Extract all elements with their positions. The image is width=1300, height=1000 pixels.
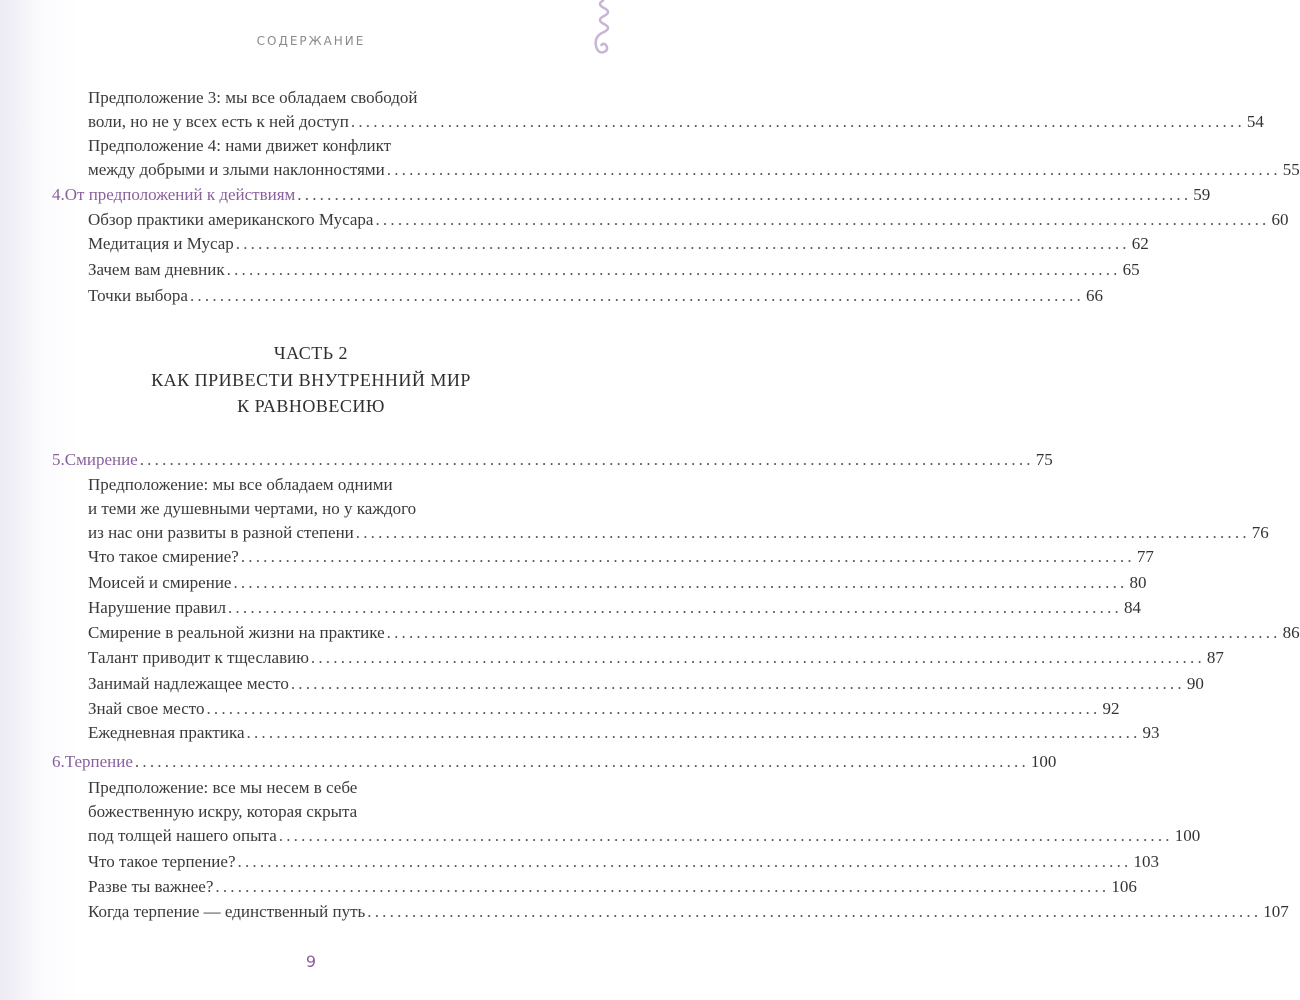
dot-leader: ........................................................................................................................ — [206, 699, 1101, 718]
toc-entry — [88, 232, 1149, 256]
toc-line — [88, 875, 1137, 899]
entry-title: воли, но не у всех есть к ней доступ — [88, 112, 349, 131]
toc-entry — [88, 258, 1140, 282]
page-ref: 59 — [1193, 185, 1211, 204]
page-ref: 76 — [1251, 523, 1269, 542]
page-ref: 107 — [1263, 902, 1289, 921]
entry-title: Предположение: все мы несем в себе — [88, 778, 358, 797]
part-title-line: КАК ПРИВЕСТИ ВНУТРЕННИЙ МИР — [151, 369, 471, 390]
toc-entry — [88, 86, 1264, 134]
dot-leader: ........................................................................................................................ — [233, 573, 1128, 592]
toc-line — [88, 258, 1140, 282]
entry-title: Терпение — [64, 752, 133, 771]
page-ref: 60 — [1271, 210, 1289, 229]
toc-line — [88, 497, 570, 521]
toc-line — [88, 900, 1289, 924]
page-number: 9 — [305, 952, 317, 971]
toc-chapter — [52, 448, 1053, 472]
dot-leader: ........................................................................................................................ — [278, 826, 1173, 845]
entry-title: Предположение: мы все обладаем одними — [88, 475, 393, 494]
dot-leader: ........................................................................................................................ — [189, 286, 1084, 305]
toc-line — [88, 672, 1204, 696]
toc-line — [88, 824, 1201, 848]
toc-line — [88, 473, 570, 497]
dot-leader: ........................................................................................................................ — [367, 902, 1262, 921]
page-ref: 87 — [1206, 648, 1224, 667]
page-ref: 92 — [1102, 699, 1120, 718]
toc-line — [88, 721, 1160, 745]
entry-title: Что такое терпение? — [88, 852, 236, 871]
page-ref: 62 — [1131, 234, 1149, 253]
toc-line — [88, 232, 1149, 256]
page-ref: 55 — [1282, 160, 1300, 179]
dot-leader: ........................................................................................................................ — [215, 877, 1110, 896]
toc-entry — [88, 621, 1300, 645]
dot-leader: ........................................................................................................................ — [375, 210, 1270, 229]
dot-leader: ........................................................................................................................ — [139, 450, 1034, 469]
entry-title: Медитация и Мусар — [88, 234, 234, 253]
entry-title: Ежедневная практика — [88, 723, 245, 742]
page-ref: 86 — [1282, 623, 1300, 642]
toc-line — [52, 183, 1211, 207]
part-title-line: К РАВНОВЕСИЮ — [237, 396, 385, 416]
dot-leader: ........................................................................................................................ — [240, 547, 1135, 566]
toc-line — [88, 545, 1154, 569]
entry-title: Знай свое место — [88, 699, 205, 718]
entry-title: От предположений к действиям — [64, 185, 296, 204]
page-ref: 84 — [1123, 598, 1141, 617]
entry-title: Точки выбора — [88, 286, 188, 305]
page-ref: 77 — [1136, 547, 1154, 566]
running-head: СОДЕРЖАНИЕ — [256, 34, 366, 48]
dot-leader: ........................................................................................................................ — [134, 752, 1029, 771]
toc-entry — [88, 776, 1201, 848]
entry-title: Моисей и смирение — [88, 573, 232, 592]
page-ref: 54 — [1246, 112, 1264, 131]
entry-title: между добрыми и злыми наклонностями — [88, 160, 385, 179]
toc-entry — [88, 646, 1224, 670]
dot-leader: ........................................................................................................................ — [310, 648, 1205, 667]
entry-title: Смирение — [64, 450, 138, 469]
entry-title: и теми же душевными чертами, но у каждого — [88, 499, 417, 518]
toc-line — [88, 521, 1269, 545]
toc-line — [52, 448, 1053, 472]
entry-title: Зачем вам дневник — [88, 260, 225, 279]
entry-title: из нас они развиты в разной степени — [88, 523, 354, 542]
entry-title: под толщей нашего опыта — [88, 826, 277, 845]
dot-leader: ........................................................................................................................ — [297, 185, 1192, 204]
toc-line — [88, 86, 570, 110]
toc-line — [88, 776, 570, 800]
toc-line — [88, 208, 1289, 232]
dot-leader: ........................................................................................................................ — [355, 523, 1250, 542]
page-ref: 100 — [1030, 752, 1057, 771]
toc-entry — [88, 284, 1103, 308]
toc-entry — [88, 545, 1154, 569]
entry-title: Предположение 4: нами движет конфликт — [88, 136, 392, 155]
dot-leader: ........................................................................................................................ — [226, 260, 1121, 279]
toc-line — [88, 850, 1159, 874]
ornament-icon — [590, 0, 616, 60]
toc-line — [88, 596, 1141, 620]
page-ref: 66 — [1085, 286, 1103, 305]
entry-title: Когда терпение — единственный путь — [88, 902, 366, 921]
toc-line — [88, 800, 570, 824]
toc-entry — [88, 721, 1160, 745]
part-heading — [0, 340, 622, 420]
dot-leader: ........................................................................................................................ — [237, 852, 1132, 871]
page-ref: 93 — [1142, 723, 1160, 742]
toc-line — [88, 158, 1300, 182]
toc-entry — [88, 134, 1300, 182]
toc-line — [88, 110, 1264, 134]
toc-line — [88, 621, 1300, 645]
dot-leader: ........................................................................................................................ — [246, 723, 1141, 742]
dot-leader: ........................................................................................................................ — [350, 112, 1245, 131]
chapter-number: 5. — [52, 450, 65, 469]
entry-title: божественную искру, которая скрыта — [88, 802, 358, 821]
toc-chapter — [52, 750, 1057, 774]
toc-chapter — [52, 183, 1211, 207]
toc-line — [88, 134, 570, 158]
entry-title: Обзор практики американского Мусара — [88, 210, 374, 229]
toc-entry — [88, 596, 1141, 620]
entry-title: Занимай надлежащее место — [88, 674, 289, 693]
entry-title: Смирение в реальной жизни на практике — [88, 623, 385, 642]
toc-entry — [88, 900, 1289, 924]
page-ref: 75 — [1035, 450, 1053, 469]
toc-entry — [88, 697, 1120, 721]
toc-line — [88, 571, 1147, 595]
toc-line — [88, 284, 1103, 308]
toc-entry — [88, 571, 1147, 595]
page-ref: 103 — [1133, 852, 1159, 871]
dot-leader: ........................................................................................................................ — [290, 674, 1185, 693]
toc-line — [88, 697, 1120, 721]
dot-leader: ........................................................................................................................ — [386, 160, 1281, 179]
toc-entry — [88, 850, 1159, 874]
entry-title: Что такое смирение? — [88, 547, 239, 566]
chapter-number: 4. — [52, 185, 65, 204]
dot-leader: ........................................................................................................................ — [227, 598, 1122, 617]
toc-line — [52, 750, 1057, 774]
page-ref: 90 — [1186, 674, 1204, 693]
page-ref: 65 — [1122, 260, 1140, 279]
dot-leader: ........................................................................................................................ — [386, 623, 1281, 642]
page-ref: 80 — [1129, 573, 1147, 592]
entry-title: Нарушение правил — [88, 598, 226, 617]
toc-entry — [88, 208, 1289, 232]
page-ref: 106 — [1111, 877, 1137, 896]
entry-title: Талант приводит к тщеславию — [88, 648, 309, 667]
chapter-number: 6. — [52, 752, 65, 771]
toc-line — [88, 646, 1224, 670]
part-label: ЧАСТЬ 2 — [273, 343, 349, 363]
toc-entry — [88, 875, 1137, 899]
page-ref: 100 — [1174, 826, 1201, 845]
toc-entry — [88, 473, 1269, 545]
entry-title: Предположение 3: мы все обладаем свободой — [88, 88, 418, 107]
entry-title: Разве ты важнее? — [88, 877, 214, 896]
dot-leader: ........................................................................................................................ — [235, 234, 1130, 253]
toc-entry — [88, 672, 1204, 696]
